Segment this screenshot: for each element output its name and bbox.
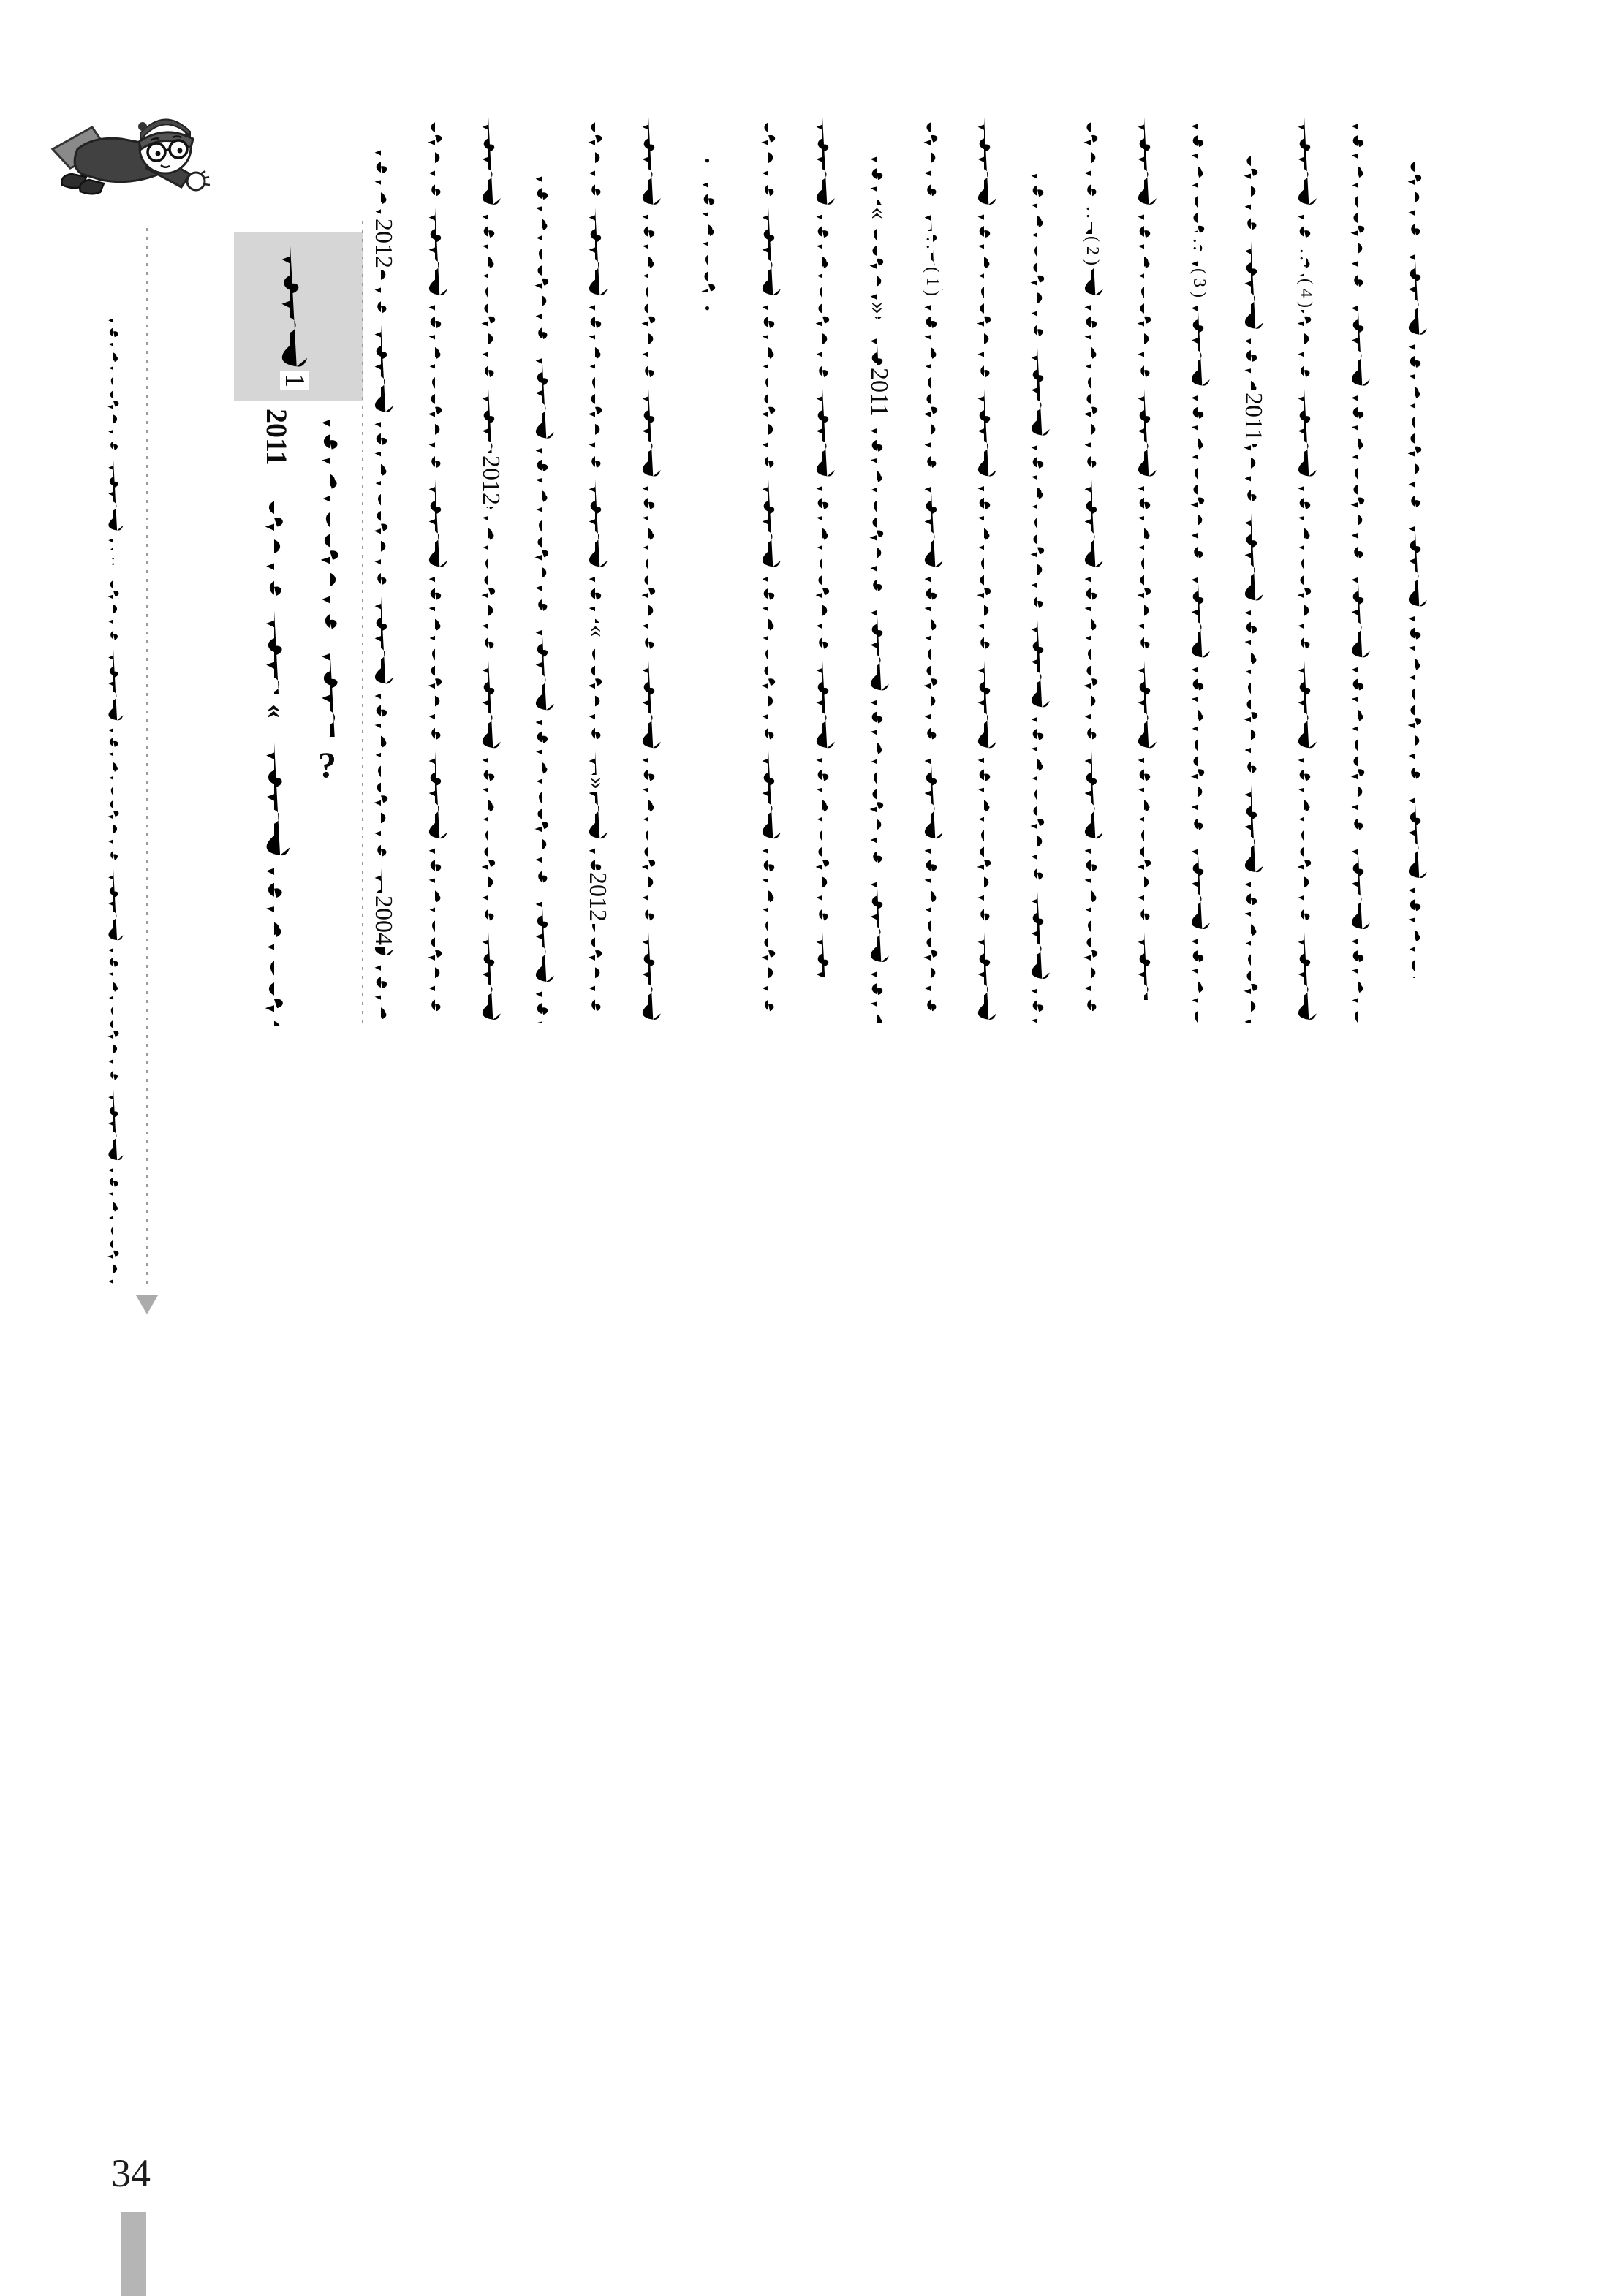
margin-colon: : bbox=[109, 551, 118, 569]
heading-line-1 bbox=[310, 411, 349, 737]
header-separator-dotted-line bbox=[362, 221, 363, 1026]
lesson-box-title bbox=[269, 246, 311, 370]
year-token: 2011 bbox=[1266, 390, 1320, 417]
heading-open-quote: « bbox=[292, 702, 311, 732]
colon-mark: : bbox=[1296, 243, 1306, 265]
list-marker: ( 4 ) bbox=[1315, 276, 1349, 295]
heading-question-mark: ? bbox=[316, 746, 338, 784]
open-quote: « bbox=[892, 205, 909, 231]
year-token: 2012 bbox=[504, 453, 558, 480]
colon-mark: : bbox=[1189, 232, 1200, 254]
open-quote: « bbox=[610, 623, 627, 649]
lesson-number: 1 bbox=[309, 371, 328, 401]
close-quote: » bbox=[892, 300, 909, 326]
list-marker: ( 1 ) bbox=[942, 265, 975, 284]
page-number: 34 bbox=[111, 2151, 151, 2195]
body-col-19 bbox=[1342, 117, 1373, 1023]
flying-student-mascot bbox=[50, 102, 213, 216]
body-col-11 bbox=[915, 117, 946, 1023]
colon-mark: : bbox=[1083, 200, 1093, 222]
body-col-2 bbox=[420, 117, 450, 1023]
colon-mark: : bbox=[923, 231, 933, 253]
heading-line-2b bbox=[254, 743, 294, 1026]
list-marker: ( 3 ) bbox=[1208, 266, 1242, 285]
mascot-hand bbox=[187, 173, 205, 190]
year-token: 2004 bbox=[396, 893, 450, 920]
body-col-7-section-line bbox=[693, 175, 724, 292]
section-bullet: • bbox=[703, 152, 713, 170]
body-col-3 bbox=[473, 117, 504, 1023]
list-marker: ( 2 ) bbox=[1102, 234, 1135, 253]
body-col-10 bbox=[861, 150, 892, 1023]
year-token: 2012 bbox=[396, 216, 450, 243]
margin-running-title-black bbox=[101, 313, 126, 550]
heading-line-2a bbox=[254, 494, 294, 694]
body-col-9 bbox=[807, 117, 838, 977]
trail-arrow-icon bbox=[136, 1295, 158, 1314]
body-col-4 bbox=[526, 170, 557, 1023]
section-bullet: • bbox=[703, 300, 713, 317]
margin-running-title-gray bbox=[101, 576, 126, 1288]
year-token: 2011 bbox=[892, 365, 945, 392]
close-quote: » bbox=[610, 775, 627, 801]
mascot-trail-dotted-line bbox=[146, 228, 148, 1289]
year-token: 2012 bbox=[610, 870, 665, 896]
mascot-illustration-icon bbox=[50, 102, 213, 216]
body-col-12 bbox=[969, 117, 999, 1023]
heading-year: 2011 bbox=[292, 406, 353, 437]
body-col-20 bbox=[1399, 156, 1430, 978]
body-col-1 bbox=[366, 143, 396, 1023]
bottom-margin-bar bbox=[121, 2212, 146, 2296]
body-col-13 bbox=[1022, 167, 1053, 1023]
body-col-8 bbox=[753, 117, 784, 1023]
